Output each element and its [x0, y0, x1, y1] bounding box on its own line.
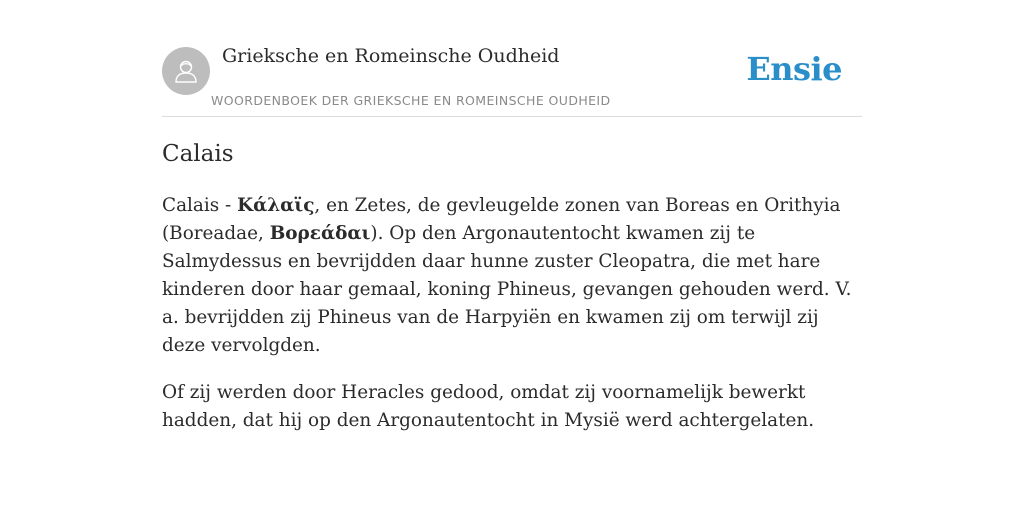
header [162, 0, 862, 117]
entry-paragraph: Of zij werden door Heracles gedood, omdat zij voornamelijk bewerkt hadden, dat hij op den Argonautentocht in Mysië werd achtergelaten. [162, 382, 815, 431]
person-icon [171, 56, 201, 86]
entry-body [162, 192, 862, 454]
entry-title: Calais [162, 141, 234, 167]
paragraph-text: , en Zetes, de gevleugelde zonen van Boreas en Orithyia (Boreadae, [162, 195, 841, 244]
greek-term: Βορεάδαι [269, 223, 371, 244]
site-subtitle[interactable]: WOORDENBOEK DER GRIEKSCHE EN ROMEINSCHE OUDHEID [211, 93, 611, 108]
greek-term: Κάλαϊς [237, 195, 315, 216]
entry-paragraph [162, 192, 862, 360]
page [162, 0, 862, 431]
paragraph-text: ). Op den Argonautentocht kwamen zij te Salmydessus en bevrijdden daar hunne zuster Cleopatra, die met hare kinderen door haar gemaal, koning Phineus, gevangen gehouden werd. V. a. bevrijdden zij Phineus van de Harpyiën en kwamen zij om terwijl zij deze vervolgden. [162, 223, 852, 356]
brand-logo[interactable]: Ensie [746, 50, 842, 88]
site-title[interactable]: Grieksche en Romeinsche Oudheid [222, 45, 560, 67]
paragraph-text: Calais - [162, 195, 238, 216]
user-avatar-icon[interactable] [162, 47, 210, 95]
